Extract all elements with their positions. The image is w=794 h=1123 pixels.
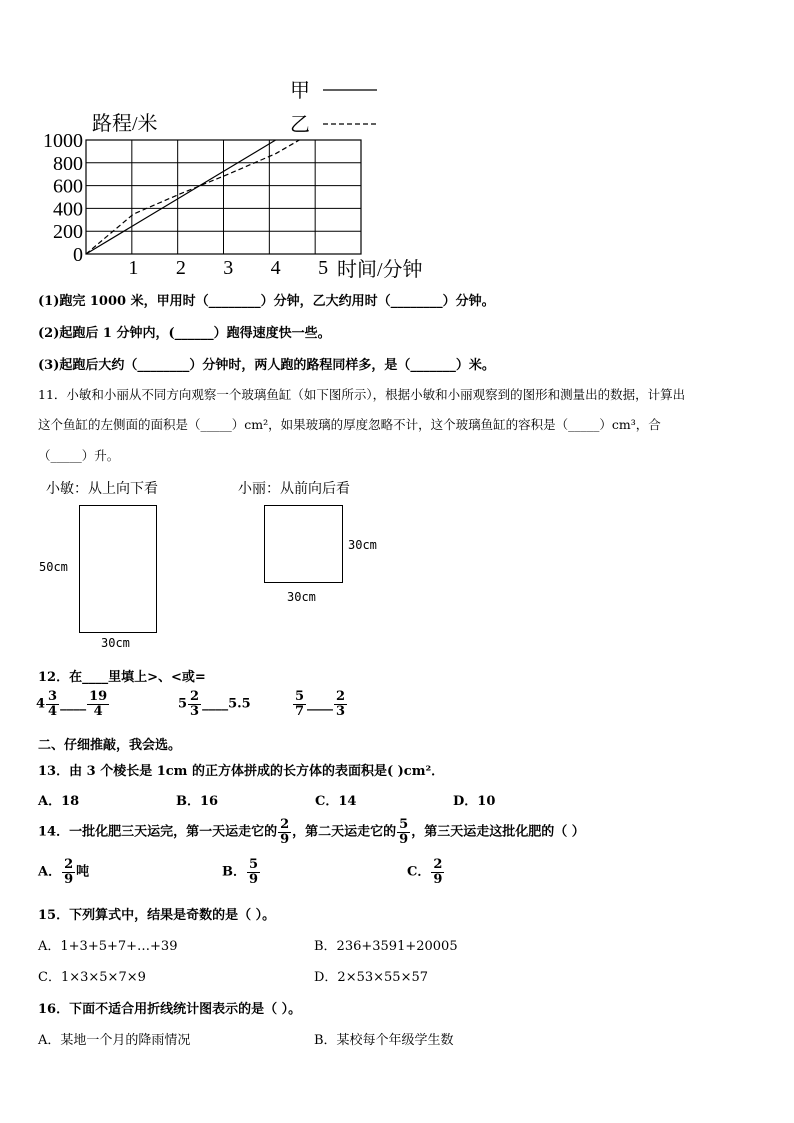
q13-option-c: C．14 (315, 794, 357, 809)
y-tick-label: 600 (53, 175, 83, 198)
q12-part2: 5 $\frac{2}{3}$ ____5.5 (178, 689, 251, 719)
q15-option-d: D．2×53×55×57 (314, 970, 428, 985)
q14-option-a: A． $\frac{2}{9}$ 吨 (38, 857, 90, 887)
q11-line1: 11．小敏和小丽从不同方向观察一个玻璃鱼缸（如下图所示），根据小敏和小丽观察到的图形和测量出的数据，计算出 (38, 387, 686, 402)
q10-sub3: (3)起跑后大约（________）分钟时，两人跑的路程同样多，是（_______）米。 (38, 358, 495, 373)
q15-option-a: A．1+3+5+7+…+39 (38, 939, 178, 954)
q15-stem: 15．下列算式中，结果是奇数的是（ ）。 (38, 908, 276, 923)
top-view-height: 50cm (39, 560, 68, 574)
legend-label: 甲 (290, 80, 310, 102)
distance-time-chart (0, 0, 794, 290)
top-view-rectangle (79, 505, 157, 633)
y-tick-label: 1000 (43, 130, 83, 152)
q13-option-b: B．16 (176, 794, 219, 809)
top-view-width: 30cm (101, 636, 130, 650)
front-view-height: 30cm (348, 538, 377, 552)
view-front-label: 小丽：从前向后看 (238, 481, 350, 497)
y-tick-label: 400 (53, 198, 83, 221)
y-tick-label: 800 (53, 152, 83, 175)
x-tick-label: 3 (223, 257, 234, 279)
front-view-width: 30cm (287, 590, 316, 604)
q16-stem: 16．下面不适合用折线统计图表示的是（ ）。 (38, 1002, 302, 1017)
y-tick-label: 200 (53, 221, 83, 244)
x-axis-title: 时间/分钟 (337, 259, 423, 281)
q12-part1: 4 $\frac{3}{4}$ ____ $\frac{19}{4}$ (36, 689, 108, 719)
x-tick-label: 5 (318, 257, 329, 279)
x-tick-label: 4 (270, 257, 281, 279)
legend-label: 乙 (290, 114, 310, 136)
q16-option-a: A．某地一个月的降雨情况 (38, 1033, 191, 1048)
y-tick-label: 0 (73, 244, 83, 266)
view-top-label: 小敏：从上向下看 (46, 481, 158, 497)
q14-stem: 14．一批化肥三天运完，第一天运走它的 $\frac{2}{9}$ ，第二天运走它的 $\frac{5}{9}$ ，第三天运走这批化肥的（ ） (38, 817, 585, 847)
q13-stem: 13．由 3 个棱长是 1cm 的正方体拼成的长方体的表面积是( )cm²． (38, 764, 445, 779)
x-tick-label: 1 (128, 257, 139, 279)
y-axis-title: 路程/米 (92, 113, 158, 135)
q13-option-a: A．18 (38, 794, 80, 809)
q10-sub1: (1)跑完 1000 米，甲用时（________）分钟，乙大约用时（________）分钟。 (38, 294, 495, 309)
section-two-heading: 二、仔细推敲，我会选。 (38, 738, 182, 753)
q13-option-d: D．10 (453, 794, 496, 809)
series-line-jia (86, 140, 276, 254)
series-line-yi (86, 140, 299, 254)
q14-option-b: B． $\frac{5}{9}$ (222, 857, 259, 887)
chart-legend (290, 80, 377, 136)
q12-part3: $\frac{5}{7}$ ____ $\frac{2}{3}$ (295, 689, 346, 719)
front-view-square (264, 505, 343, 583)
chart-tick-labels (43, 112, 423, 281)
chart-grid (86, 140, 361, 254)
q11-line3: （_____）升。 (38, 448, 120, 463)
q10-sub2: (2)起跑后 1 分钟内，(______）跑得速度快一些。 (38, 326, 331, 341)
q14-option-c: C． $\frac{2}{9}$ (407, 857, 443, 887)
q11-line2: 这个鱼缸的左侧面的面积是（_____）cm²，如果玻璃的厚度忽略不计，这个玻璃鱼缸的容积是（_____）cm³，合 (38, 417, 661, 432)
q12-stem: 12．在____里填上>、<或= (38, 670, 206, 685)
chart-series (86, 140, 299, 254)
x-tick-label: 2 (175, 257, 186, 279)
q15-option-c: C．1×3×5×7×9 (38, 970, 146, 985)
q15-option-b: B．236+3591+20005 (314, 939, 458, 954)
q16-option-b: B．某校每个年级学生数 (314, 1033, 454, 1048)
